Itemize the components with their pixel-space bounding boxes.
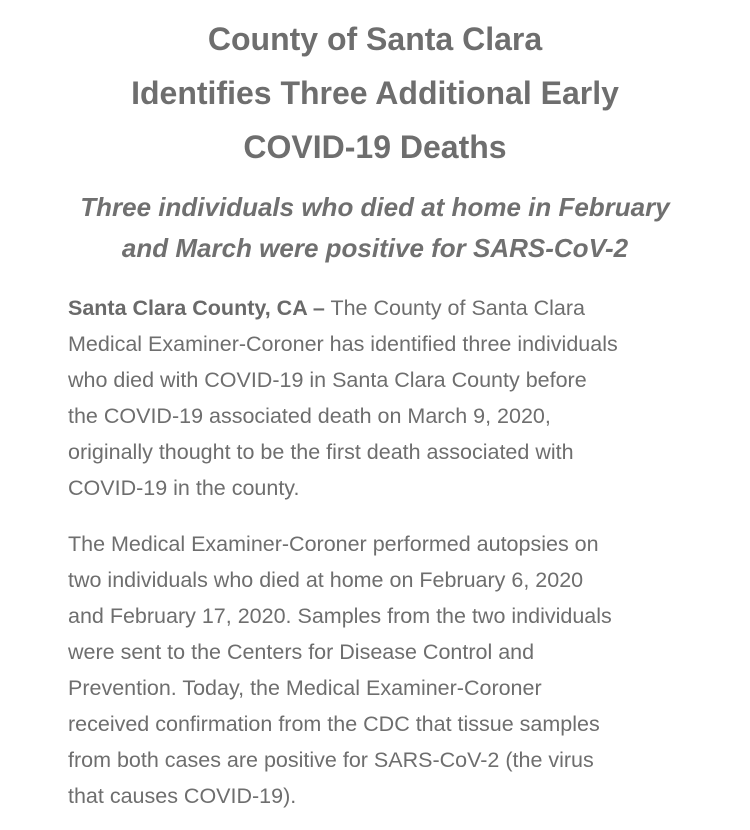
headline	[60, 12, 690, 174]
body-paragraph-2	[68, 526, 718, 814]
paragraph-line: and February 17, 2020. Samples from the two individuals	[68, 604, 612, 628]
paragraph-line: COVID-19 in the county.	[68, 476, 300, 500]
subheadline	[40, 187, 710, 269]
paragraph-line: two individuals who died at home on February 6, 2020	[68, 568, 584, 592]
body-paragraph-1	[68, 290, 718, 506]
headline-line: County of Santa Clara	[207, 21, 543, 57]
headline-line: Identifies Three Additional Early	[131, 75, 619, 111]
subheadline-line: and March were positive for SARS-CoV-2	[121, 233, 629, 263]
paragraph-line: originally thought to be the first death associated with	[68, 440, 574, 464]
paragraph-line	[68, 290, 718, 326]
subheadline-line: Three individuals who died at home in February	[80, 192, 670, 222]
paragraph-line: received confirmation from the CDC that tissue samples	[68, 712, 600, 736]
paragraph-line: that causes COVID-19).	[68, 784, 297, 808]
paragraph-line: were sent to the Centers for Disease Control and	[68, 640, 535, 664]
paragraph-line: Medical Examiner-Coroner has identified three individuals	[68, 332, 618, 356]
paragraph-line: The Medical Examiner-Coroner performed autopsies on	[68, 532, 599, 556]
paragraph-line: from both cases are positive for SARS-CoV-2 (the virus	[68, 748, 594, 772]
paragraph-line: who died with COVID-19 in Santa Clara County before	[68, 368, 587, 392]
headline-line: COVID-19 Deaths	[243, 129, 507, 165]
paragraph-line: Prevention. Today, the Medical Examiner-Coroner	[68, 676, 542, 700]
paragraph-line: the COVID-19 associated death on March 9, 2020,	[68, 404, 551, 428]
paragraph-text: The County of Santa Clara	[324, 296, 586, 320]
dateline: Santa Clara County, CA –	[68, 296, 325, 320]
